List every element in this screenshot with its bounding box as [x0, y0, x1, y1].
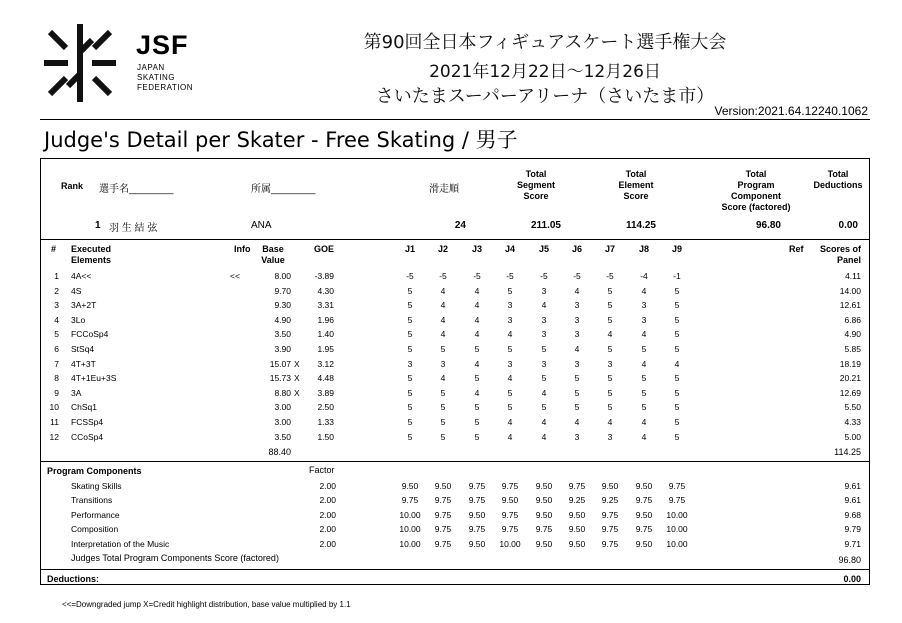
component-factor: 2.00 [319, 495, 336, 506]
judge-score: 3 [541, 358, 547, 369]
element-base-value: 3.00 [274, 402, 291, 413]
judge-score: 9.50 [434, 481, 452, 491]
judge-score: 3 [541, 285, 547, 296]
judge-score: 3 [574, 329, 580, 340]
judge-score: 9.75 [468, 495, 486, 506]
element-goe: 2.50 [317, 402, 334, 413]
element-panel-score: 12.69 [839, 387, 861, 398]
judge-score: 9.75 [668, 495, 686, 506]
judge-score: 5 [674, 300, 680, 311]
judge-score: 4 [541, 417, 547, 427]
judge-score: 3 [407, 358, 413, 369]
component-name: Transitions [71, 495, 113, 506]
judge-score: 5 [607, 373, 613, 384]
judge-score: 9.75 [468, 481, 486, 491]
component-score: 9.79 [844, 524, 861, 535]
judge-score: 4 [641, 329, 647, 340]
judge-score: 4 [574, 344, 580, 354]
judge-score: 4 [674, 358, 680, 369]
component-score: 9.61 [844, 495, 861, 506]
skater-start: 24 [454, 220, 466, 231]
judge-score: 5 [474, 431, 480, 442]
judge-score: 9.50 [401, 481, 419, 491]
judge-header-cell: J7 [604, 244, 615, 254]
judge-score: 5 [674, 373, 680, 384]
judge-score: 3 [507, 300, 513, 311]
judge-score: 5 [674, 285, 680, 296]
judge-score: 9.50 [568, 538, 586, 549]
element-base-value: 15.73 [269, 373, 291, 384]
judge-score: 5 [474, 417, 480, 427]
exec-header: Executed Elements [71, 244, 112, 265]
judge-score: 5 [507, 402, 513, 413]
judge-score: 5 [407, 402, 413, 413]
judge-score: 9.50 [568, 524, 586, 535]
judge-score: -5 [573, 271, 581, 281]
element-credit-marker: X [294, 373, 300, 384]
judge-score: 5 [407, 314, 413, 325]
judge-score: 4 [607, 329, 613, 340]
judge-score: 4 [440, 329, 446, 340]
skater-club: ANA [251, 220, 272, 231]
judge-score: 5 [407, 285, 413, 296]
club-header: 所属________ [251, 184, 316, 195]
judge-header-cell: J9 [671, 244, 682, 254]
judge-score: 5 [607, 344, 613, 354]
skater-ded: 0.00 [838, 220, 858, 231]
judge-score: 4 [641, 431, 647, 442]
judge-score: 3 [574, 300, 580, 311]
pcs-total-value: 96.80 [838, 555, 861, 565]
judge-score: 5 [607, 314, 613, 325]
component-factor: 2.00 [319, 481, 336, 491]
element-goe: 3.12 [317, 358, 334, 369]
component-factor: 2.00 [319, 538, 336, 549]
judge-score: 9.50 [468, 538, 486, 549]
judge-score: 9.50 [535, 495, 553, 506]
component-name: Interpretation of the Music [71, 538, 170, 549]
element-goe: 3.89 [317, 387, 334, 398]
element-base-value: 8.00 [274, 271, 291, 281]
judge-score: 9.75 [668, 481, 686, 491]
judge-score: 3 [541, 314, 547, 325]
judge-score: 4 [440, 285, 446, 296]
judge-score: 4 [474, 285, 480, 296]
element-number: 7 [54, 358, 59, 369]
tes-header: Total Element Score [618, 169, 654, 201]
judge-header-cell: J1 [404, 244, 415, 254]
deductions-label: Deductions: [47, 574, 100, 584]
element-panel-score: 5.00 [844, 431, 861, 442]
judge-score: 9.75 [601, 538, 619, 549]
judge-score: 3 [574, 358, 580, 369]
judge-score: 9.75 [468, 524, 486, 535]
judge-score: 5 [407, 417, 413, 427]
judge-score: 9.75 [434, 538, 452, 549]
element-goe: 1.95 [317, 344, 334, 354]
judge-score: 5 [674, 417, 680, 427]
element-number: 8 [54, 373, 59, 384]
element-code: 4A<< [71, 271, 92, 281]
judge-score: 9.75 [434, 509, 452, 520]
judge-score: 5 [407, 344, 413, 354]
judge-score: 5 [440, 344, 446, 354]
judge-score: 10.00 [666, 538, 688, 549]
judge-score: 9.50 [568, 509, 586, 520]
component-factor: 2.00 [319, 509, 336, 520]
element-panel-score: 5.50 [844, 402, 861, 413]
element-goe: -3.89 [314, 271, 334, 281]
judge-header-cell: J3 [471, 244, 482, 254]
judge-score: 4 [574, 417, 580, 427]
panel-header: Scores of Panel [819, 244, 861, 265]
judge-score: 4 [541, 431, 547, 442]
element-number: 6 [54, 344, 59, 354]
elements-divider [41, 461, 869, 462]
judge-score: 5 [507, 387, 513, 398]
skater-pcs: 96.80 [755, 220, 781, 231]
element-base-value: 3.50 [274, 431, 291, 442]
skater-tes: 114.25 [625, 220, 656, 231]
element-number: 5 [54, 329, 59, 340]
judge-score: 4 [507, 373, 513, 384]
element-total: 114.25 [834, 447, 861, 457]
element-goe: 1.33 [317, 417, 334, 427]
judge-score: 9.75 [434, 524, 452, 535]
base-total: 88.40 [268, 447, 291, 457]
judge-score: 9.75 [535, 524, 553, 535]
element-panel-score: 4.90 [844, 329, 861, 340]
judge-score: 3 [574, 314, 580, 325]
element-info: << [230, 271, 240, 281]
judge-score: -1 [673, 271, 681, 281]
judge-score: 5 [474, 344, 480, 354]
judge-score: 5 [474, 402, 480, 413]
element-code: CCoSp4 [71, 431, 104, 442]
judge-score: 9.50 [635, 481, 653, 491]
element-code: FCCoSp4 [71, 329, 109, 340]
judge-score: 5 [674, 402, 680, 413]
component-score: 9.71 [844, 538, 861, 549]
component-name: Performance [71, 509, 120, 520]
ded-header: Total Deductions [813, 169, 863, 190]
judge-score: 3 [440, 358, 446, 369]
judge-score: 5 [674, 314, 680, 325]
judge-score: 5 [407, 329, 413, 340]
num-header: # [51, 244, 57, 254]
judge-score: 9.25 [601, 495, 619, 506]
judge-score: 4 [440, 300, 446, 311]
pcs-total-label: Judges Total Program Components Score (factored) [71, 553, 279, 563]
score-sheet [40, 158, 870, 585]
judge-score: 9.75 [401, 495, 419, 506]
element-panel-score: 12.61 [839, 300, 861, 311]
judge-score: 3 [574, 431, 580, 442]
element-panel-score: 20.21 [839, 373, 861, 384]
element-goe: 1.40 [317, 329, 334, 340]
judge-score: 4 [474, 300, 480, 311]
judge-score: 9.50 [635, 509, 653, 520]
judge-score: 5 [574, 387, 580, 398]
element-panel-score: 4.33 [844, 417, 861, 427]
judge-score: 9.75 [601, 509, 619, 520]
element-credit-marker: X [294, 358, 300, 369]
judge-score: 5 [541, 373, 547, 384]
judge-score: 4 [541, 387, 547, 398]
element-base-value: 3.00 [274, 417, 291, 427]
judge-header-cell: J6 [571, 244, 582, 254]
start-header: 滑走順 [429, 184, 459, 195]
judge-score: 9.75 [501, 481, 519, 491]
element-panel-score: 14.00 [839, 285, 861, 296]
element-panel-score: 6.86 [844, 314, 861, 325]
tss-header: Total Segment Score [516, 169, 555, 201]
judge-score: -5 [506, 271, 514, 281]
org-name: JAPAN SKATING FEDERATION [137, 63, 193, 92]
footnote: <<=Downgraded jump X=Credit highlight distribution, base value multiplied by 1.1 [62, 600, 351, 609]
skater-rank: 1 [95, 220, 101, 231]
event-dates: 2021年12月22日～12月26日 [429, 62, 661, 82]
element-number: 3 [54, 300, 59, 311]
judge-score: 3 [507, 314, 513, 325]
judge-score: 5 [407, 431, 413, 442]
judge-score: 4 [440, 314, 446, 325]
org-abbr: JSF [136, 30, 189, 60]
judge-score: 9.50 [535, 538, 553, 549]
judge-score: 9.50 [601, 481, 619, 491]
judge-score: 5 [440, 431, 446, 442]
judge-score: 3 [541, 329, 547, 340]
judge-score: 5 [641, 344, 647, 354]
judge-score: 3 [607, 358, 613, 369]
judge-score: 5 [607, 300, 613, 311]
factor-header: Factor [309, 465, 335, 475]
judge-score: 5 [574, 402, 580, 413]
judge-score: 10.00 [666, 524, 688, 535]
element-number: 2 [54, 285, 59, 296]
skater-name: 羽 生 結 弦 [109, 223, 158, 234]
judge-score: 5 [641, 402, 647, 413]
element-panel-score: 4.11 [845, 271, 861, 281]
judge-score: 9.50 [535, 509, 553, 520]
judge-score: 9.75 [501, 524, 519, 535]
element-code: 3A [71, 387, 82, 398]
judge-score: 5 [641, 387, 647, 398]
judge-score: 4 [507, 417, 513, 427]
element-code: 4T+1Eu+3S [71, 373, 117, 384]
judge-score: 5 [607, 387, 613, 398]
element-number: 9 [54, 387, 59, 398]
element-number: 10 [49, 402, 59, 413]
header-divider [40, 119, 870, 120]
pc-title: Program Components [47, 466, 142, 476]
element-goe: 4.48 [317, 373, 334, 384]
judge-score: 4 [474, 329, 480, 340]
judge-score: 4 [474, 387, 480, 398]
judge-score: 5 [507, 285, 513, 296]
judge-score: -5 [540, 271, 548, 281]
component-name: Skating Skills [71, 481, 122, 491]
judge-score: 5 [507, 344, 513, 354]
base-header: Base Value [261, 244, 285, 265]
element-code: StSq4 [71, 344, 95, 354]
element-number: 1 [54, 271, 59, 281]
judge-score: 9.50 [535, 481, 553, 491]
judge-score: -5 [606, 271, 614, 281]
judge-score: 5 [407, 373, 413, 384]
judge-score: 10.00 [399, 524, 421, 535]
judge-score: 5 [674, 387, 680, 398]
event-venue: さいたまスーパーアリーナ（さいたま市） [375, 86, 715, 107]
element-code: 4S [71, 285, 82, 296]
skater-divider [41, 239, 869, 240]
judge-score: 5 [641, 373, 647, 384]
judge-score: 5 [407, 387, 413, 398]
judge-score: 3 [507, 358, 513, 369]
judge-score: 4 [641, 285, 647, 296]
element-code: 4T+3T [71, 358, 96, 369]
element-base-value: 4.90 [274, 314, 291, 325]
element-code: ChSq1 [71, 402, 97, 413]
judge-score: 10.00 [399, 538, 421, 549]
version-label: Version:2021.64.12240.1062 [714, 104, 868, 118]
element-goe: 1.96 [317, 314, 334, 325]
element-credit-marker: X [294, 387, 300, 398]
rank-header: Rank [61, 181, 84, 191]
element-code: 3A+2T [71, 300, 97, 311]
element-code: FCSSp4 [71, 417, 104, 427]
skater-tss: 211.05 [530, 220, 561, 231]
element-panel-score: 5.85 [844, 344, 861, 354]
judge-score: 9.75 [501, 509, 519, 520]
judge-score: -5 [406, 271, 414, 281]
judge-score: 5 [440, 417, 446, 427]
deductions-value: 0.00 [843, 574, 861, 584]
judge-score: -5 [473, 271, 481, 281]
judge-score: -5 [439, 271, 447, 281]
component-score: 9.68 [844, 509, 861, 520]
element-base-value: 8.80 [274, 387, 291, 398]
judge-score: 5 [541, 344, 547, 354]
component-name: Composition [71, 524, 119, 535]
judge-score: 5 [541, 402, 547, 413]
judge-score: 9.50 [635, 538, 653, 549]
judge-score: 4 [507, 329, 513, 340]
judge-score: 4 [641, 417, 647, 427]
judge-score: 5 [407, 300, 413, 311]
element-number: 12 [49, 431, 59, 442]
judge-score: 5 [674, 329, 680, 340]
element-base-value: 9.30 [274, 300, 291, 311]
element-code: 3Lo [71, 314, 86, 325]
judge-score: 5 [607, 285, 613, 296]
goe-header: GOE [314, 244, 335, 254]
judge-score: 4 [607, 417, 613, 427]
judge-score: 4 [474, 358, 480, 369]
element-number: 11 [50, 417, 59, 427]
judge-score: 9.75 [568, 481, 586, 491]
element-goe: 3.31 [317, 300, 334, 311]
judge-header-cell: J4 [504, 244, 515, 254]
judge-score: 4 [641, 358, 647, 369]
judge-score: 5 [440, 387, 446, 398]
judge-score: 5 [440, 402, 446, 413]
judge-score: 4 [440, 373, 446, 384]
judge-header-cell: J8 [638, 244, 649, 254]
judge-score: 5 [607, 402, 613, 413]
judge-score: 4 [474, 314, 480, 325]
judge-score: 9.75 [601, 524, 619, 535]
element-number: 4 [54, 314, 59, 325]
judge-score: 4 [574, 285, 580, 296]
judge-score: 9.75 [635, 495, 653, 506]
judge-score: 10.00 [499, 538, 521, 549]
judge-score: 9.25 [568, 495, 586, 506]
judge-score: 9.75 [635, 524, 653, 535]
element-goe: 4.30 [317, 285, 334, 296]
pcs-header: Total Program Component Score (factored) [721, 169, 791, 212]
judge-score: 9.75 [434, 495, 452, 506]
name-header: 選手名________ [99, 184, 174, 195]
components-divider [41, 569, 869, 570]
judge-score: 5 [674, 344, 680, 354]
ref-header: Ref [789, 244, 804, 254]
component-factor: 2.00 [319, 524, 336, 535]
element-base-value: 15.07 [269, 358, 291, 369]
judge-header-cell: J2 [437, 244, 448, 254]
element-base-value: 3.90 [274, 344, 291, 354]
judge-score: 10.00 [399, 509, 421, 520]
judge-score: 5 [574, 373, 580, 384]
judge-score: 9.50 [501, 495, 519, 506]
component-score: 9.61 [844, 481, 861, 491]
judge-score: 3 [641, 300, 647, 311]
judge-score: 9.50 [468, 509, 486, 520]
judge-score: 3 [607, 431, 613, 442]
judge-score: 5 [474, 373, 480, 384]
judge-header-cell: J5 [538, 244, 549, 254]
element-base-value: 3.50 [274, 329, 291, 340]
judge-score: -4 [640, 271, 648, 281]
info-header: Info [234, 244, 251, 254]
element-goe: 1.50 [317, 431, 334, 442]
judge-score: 10.00 [666, 509, 688, 520]
judge-score: 5 [674, 431, 680, 442]
element-panel-score: 18.19 [839, 358, 861, 369]
event-name: 第90回全日本フィギュアスケート選手権大会 [363, 32, 727, 53]
element-base-value: 9.70 [274, 285, 291, 296]
judge-score: 4 [541, 300, 547, 311]
judge-score: 3 [641, 314, 647, 325]
judge-score: 4 [507, 431, 513, 442]
page-title: Judge's Detail per Skater - Free Skating / 男子 [44, 128, 518, 152]
